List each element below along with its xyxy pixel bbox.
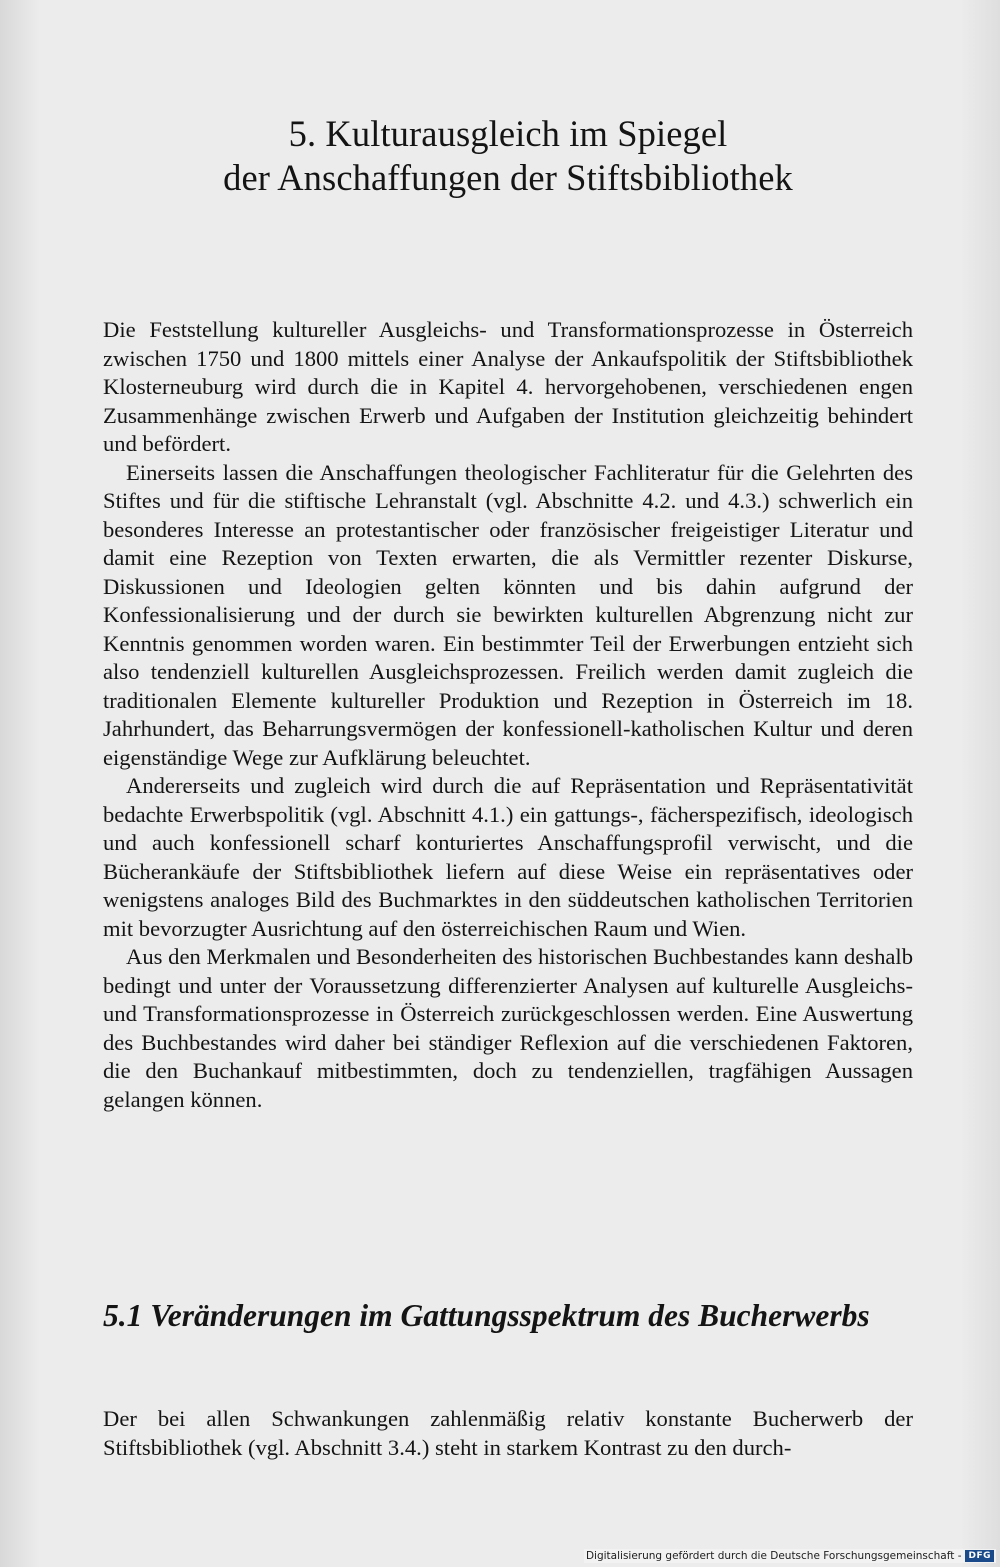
paragraph-1: Die Feststellung kultureller Ausgleichs- und Transformationsprozesse in Österreich zwischen 1750 und 1800 mittels einer Analyse der Ankaufspolitik der Stiftsbibliothek Klosterneuburg wird durch die in Kapitel 4. hervorgehobenen, verschiedenen engen Zusammenhänge zwischen Erwerb und Aufgaben der Institution gleichzeitig behindert und befördert. xyxy=(103,317,913,456)
paragraph-4: Aus den Merkmalen und Besonderheiten des historischen Buchbestandes kann deshalb bedingt und unter der Voraussetzung differenzierter Analysen auf kulturelle Ausgleichs- und Transformationsprozesse in Österreich zurückgeschlossen werden. Eine Auswertung des Buchbestandes wird daher bei ständiger Reflexion auf die verschiedenen Faktoren, die den Buchankauf mitbestimmten, doch zu tendenziellen, tragfähigen Aussagen gelangen können. xyxy=(103,944,913,1112)
paragraph-2: Einerseits lassen die Anschaffungen theologischer Fachliteratur für die Gelehrten des Stiftes und für die stiftische Lehranstalt (vgl. Abschnitte 4.2. und 4.3.) schwerlich ein besonderes Interesse an protestantischer oder französischer freigeistiger Literatur und damit eine Rezeption von Texten erwarten, die als Vermittler rezenter Diskurse, Diskussionen und Ideologien gelten könnten und bis dahin aufgrund der Konfessionalisierung und der durch sie bewirkten kulturellen Abgrenzung nicht zur Kenntnis genommen worden waren. Ein bestimmter Teil der Erwerbungen entzieht sich also tendenziell kulturellen Ausgleichsprozessen. Freilich werden damit zugleich die traditionalen Elemente kultureller Produktion und Rezeption in Österreich im 18. Jahrhundert, das Beharrungsvermögen der konfessionell-katholischen Kultur und deren eigenständige Wege zur Aufklärung beleuchtet. xyxy=(103,459,913,770)
digitization-credit-text: Digitalisierung gefördert durch die Deutsche Forschungsgemeinschaft - xyxy=(585,1550,962,1562)
chapter-title-line-1: 5. Kulturausgleich im Spiegel xyxy=(288,113,728,154)
chapter-intro-text xyxy=(103,316,913,1114)
section-heading: 5.1 Veränderungen im Gattungsspektrum des Bucherwerbs xyxy=(103,1298,870,1333)
digitization-credit xyxy=(584,1549,996,1563)
dfg-logo: DFG xyxy=(965,1550,994,1562)
chapter-title-line-2: der Anschaffungen der Stiftsbibliothek xyxy=(223,157,793,198)
paragraph-3: Andererseits und zugleich wird durch die auf Repräsentation und Repräsentativität bedachte Erwerbspolitik (vgl. Abschnitt 4.1.) ein gattungs-, fächerspezifisch, ideologisch und auch konfessionell scharf konturiertes Anschaffungsprofil verwischt, und die Bücherankäufe der Stiftsbibliothek liefern auf diese Weise ein repräsentatives oder wenigstens analoges Bild des Buchmarktes in den süddeutschen katholischen Territorien mit bevorzugter Ausrichtung auf den österreichischen Raum und Wien. xyxy=(103,773,913,941)
book-page xyxy=(103,100,913,1460)
chapter-title xyxy=(103,112,913,200)
section-paragraph-1: Der bei allen Schwankungen zahlenmäßig relativ konstante Bucherwerb der Stiftsbibliothek (vgl. Abschnitt 3.4.) steht in starkem Kontrast zu den durch- xyxy=(103,1406,913,1460)
section-text xyxy=(103,1405,913,1462)
